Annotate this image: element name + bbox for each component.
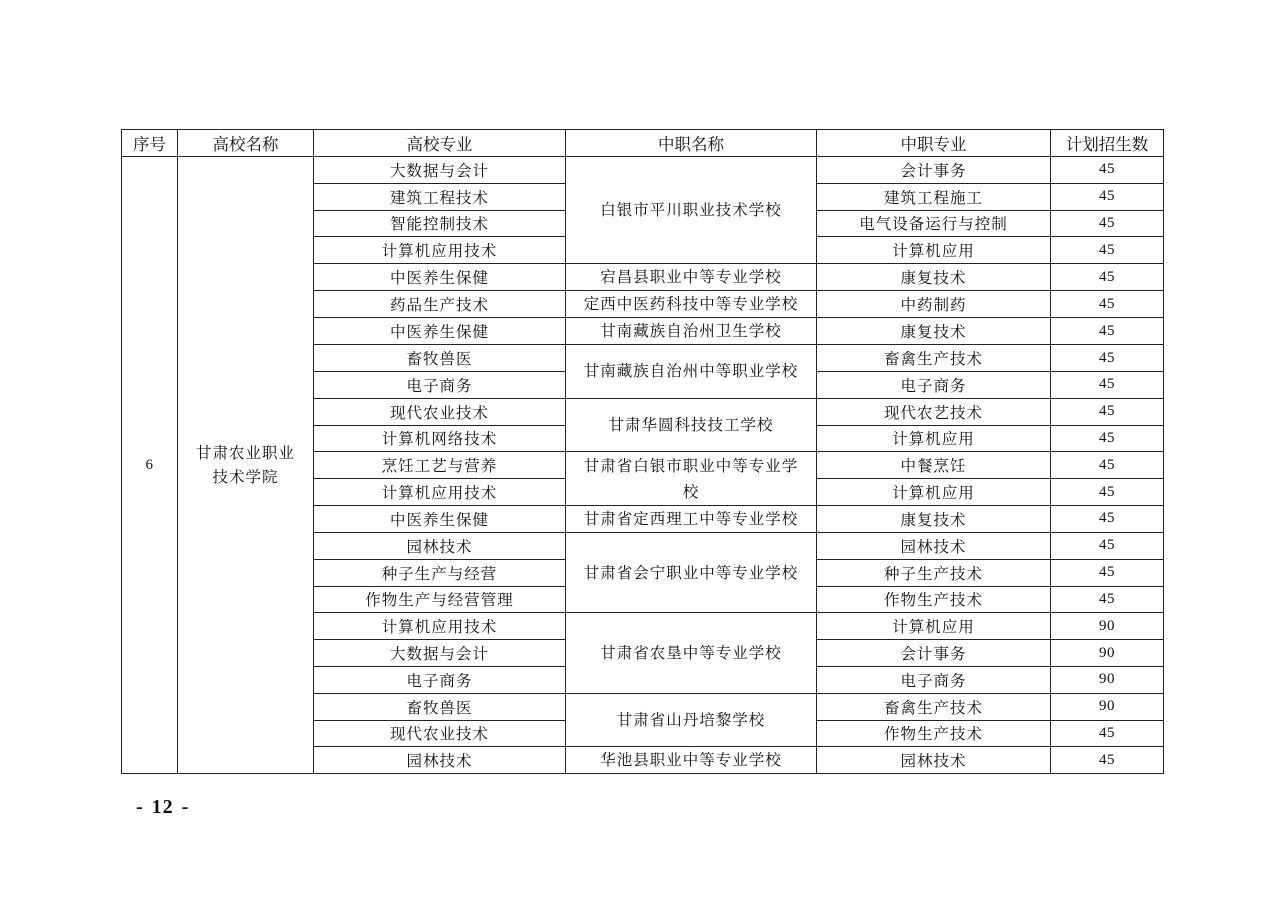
vocational-school-cell: 定西中医药科技中等专业学校: [566, 291, 817, 318]
college-major-cell: 作物生产与经营管理: [314, 586, 566, 613]
planned-count-cell: 45: [1051, 479, 1164, 506]
vocational-school-cell: 甘南藏族自治州卫生学校: [566, 318, 817, 345]
header-college: 高校名称: [178, 130, 314, 157]
vocational-major-cell: 园林技术: [817, 747, 1051, 774]
planned-count-cell: 45: [1051, 371, 1164, 398]
college-major-cell: 种子生产与经营: [314, 559, 566, 586]
college-major-cell: 智能控制技术: [314, 210, 566, 237]
college-major-cell: 现代农业技术: [314, 720, 566, 747]
header-college-major: 高校专业: [314, 130, 566, 157]
vocational-major-cell: 康复技术: [817, 318, 1051, 345]
planned-count-cell: 45: [1051, 747, 1164, 774]
college-major-cell: 建筑工程技术: [314, 183, 566, 210]
vocational-school-cell: 甘肃省农垦中等专业学校: [566, 613, 817, 693]
college-major-cell: 大数据与会计: [314, 157, 566, 184]
vocational-major-cell: 建筑工程施工: [817, 183, 1051, 210]
planned-count-cell: 45: [1051, 505, 1164, 532]
vocational-school-cell: 宕昌县职业中等专业学校: [566, 264, 817, 291]
vocational-major-cell: 作物生产技术: [817, 720, 1051, 747]
vocational-major-cell: 中餐烹饪: [817, 452, 1051, 479]
seq-cell: 6: [122, 157, 178, 774]
vocational-school-cell: 甘南藏族自治州中等职业学校: [566, 345, 817, 399]
vocational-major-cell: 计算机应用: [817, 237, 1051, 264]
planned-count-cell: 45: [1051, 720, 1164, 747]
planned-count-cell: 45: [1051, 183, 1164, 210]
planned-count-cell: 45: [1051, 157, 1164, 184]
planned-count-cell: 45: [1051, 291, 1164, 318]
table-body: [122, 157, 1164, 774]
vocational-school-cell: 白银市平川职业技术学校: [566, 157, 817, 264]
vocational-school-cell: 甘肃省白银市职业中等专业学校: [566, 452, 817, 506]
planned-count-cell: 45: [1051, 398, 1164, 425]
planned-count-cell: 90: [1051, 693, 1164, 720]
vocational-major-cell: 作物生产技术: [817, 586, 1051, 613]
vocational-school-cell: 甘肃省定西理工中等专业学校: [566, 505, 817, 532]
table-row: [122, 157, 1164, 184]
vocational-major-cell: 现代农艺技术: [817, 398, 1051, 425]
college-major-cell: 计算机应用技术: [314, 479, 566, 506]
vocational-major-cell: 电气设备运行与控制: [817, 210, 1051, 237]
enrollment-plan-table: [121, 129, 1164, 774]
header-vocational-school: 中职名称: [566, 130, 817, 157]
footer-dash-left: -: [136, 796, 144, 818]
vocational-major-cell: 畜禽生产技术: [817, 693, 1051, 720]
vocational-major-cell: 计算机应用: [817, 479, 1051, 506]
planned-count-cell: 45: [1051, 318, 1164, 345]
planned-count-cell: 45: [1051, 559, 1164, 586]
header-seq: 序号: [122, 130, 178, 157]
college-major-cell: 园林技术: [314, 747, 566, 774]
planned-count-cell: 90: [1051, 640, 1164, 667]
college-name-cell: 甘肃农业职业技术学院: [178, 157, 314, 774]
planned-count-cell: 45: [1051, 452, 1164, 479]
page-number: 12: [151, 796, 174, 818]
planned-count-cell: 45: [1051, 237, 1164, 264]
vocational-major-cell: 康复技术: [817, 505, 1051, 532]
college-major-cell: 计算机应用技术: [314, 237, 566, 264]
vocational-school-cell: 甘肃省会宁职业中等专业学校: [566, 532, 817, 612]
college-major-cell: 大数据与会计: [314, 640, 566, 667]
header-planned-enrollment: 计划招生数: [1051, 130, 1164, 157]
vocational-major-cell: 电子商务: [817, 666, 1051, 693]
planned-count-cell: 90: [1051, 613, 1164, 640]
vocational-school-cell: 华池县职业中等专业学校: [566, 747, 817, 774]
vocational-major-cell: 计算机应用: [817, 425, 1051, 452]
vocational-major-cell: 种子生产技术: [817, 559, 1051, 586]
college-major-cell: 计算机应用技术: [314, 613, 566, 640]
college-major-cell: 畜牧兽医: [314, 693, 566, 720]
planned-count-cell: 45: [1051, 264, 1164, 291]
planned-count-cell: 45: [1051, 532, 1164, 559]
planned-count-cell: 45: [1051, 210, 1164, 237]
college-major-cell: 园林技术: [314, 532, 566, 559]
vocational-major-cell: 畜禽生产技术: [817, 345, 1051, 372]
college-major-cell: 中医养生保健: [314, 505, 566, 532]
footer-dash-right: -: [181, 796, 190, 818]
header-vocational-major: 中职专业: [817, 130, 1051, 157]
planned-count-cell: 45: [1051, 425, 1164, 452]
planned-count-cell: 45: [1051, 586, 1164, 613]
vocational-major-cell: 中药制药: [817, 291, 1051, 318]
vocational-major-cell: 康复技术: [817, 264, 1051, 291]
college-major-cell: 畜牧兽医: [314, 345, 566, 372]
college-major-cell: 烹饪工艺与营养: [314, 452, 566, 479]
planned-count-cell: 45: [1051, 345, 1164, 372]
vocational-major-cell: 会计事务: [817, 640, 1051, 667]
table-header-row: [122, 130, 1164, 157]
college-major-cell: 中医养生保健: [314, 264, 566, 291]
college-major-cell: 中医养生保健: [314, 318, 566, 345]
college-major-cell: 药品生产技术: [314, 291, 566, 318]
vocational-major-cell: 计算机应用: [817, 613, 1051, 640]
vocational-school-cell: 甘肃华圆科技技工学校: [566, 398, 817, 452]
vocational-school-cell: 甘肃省山丹培黎学校: [566, 693, 817, 747]
college-major-cell: 现代农业技术: [314, 398, 566, 425]
college-major-cell: 电子商务: [314, 371, 566, 398]
college-major-cell: 计算机网络技术: [314, 425, 566, 452]
college-major-cell: 电子商务: [314, 666, 566, 693]
vocational-major-cell: 电子商务: [817, 371, 1051, 398]
planned-count-cell: 90: [1051, 666, 1164, 693]
vocational-major-cell: 会计事务: [817, 157, 1051, 184]
vocational-major-cell: 园林技术: [817, 532, 1051, 559]
page-footer: [128, 796, 197, 819]
